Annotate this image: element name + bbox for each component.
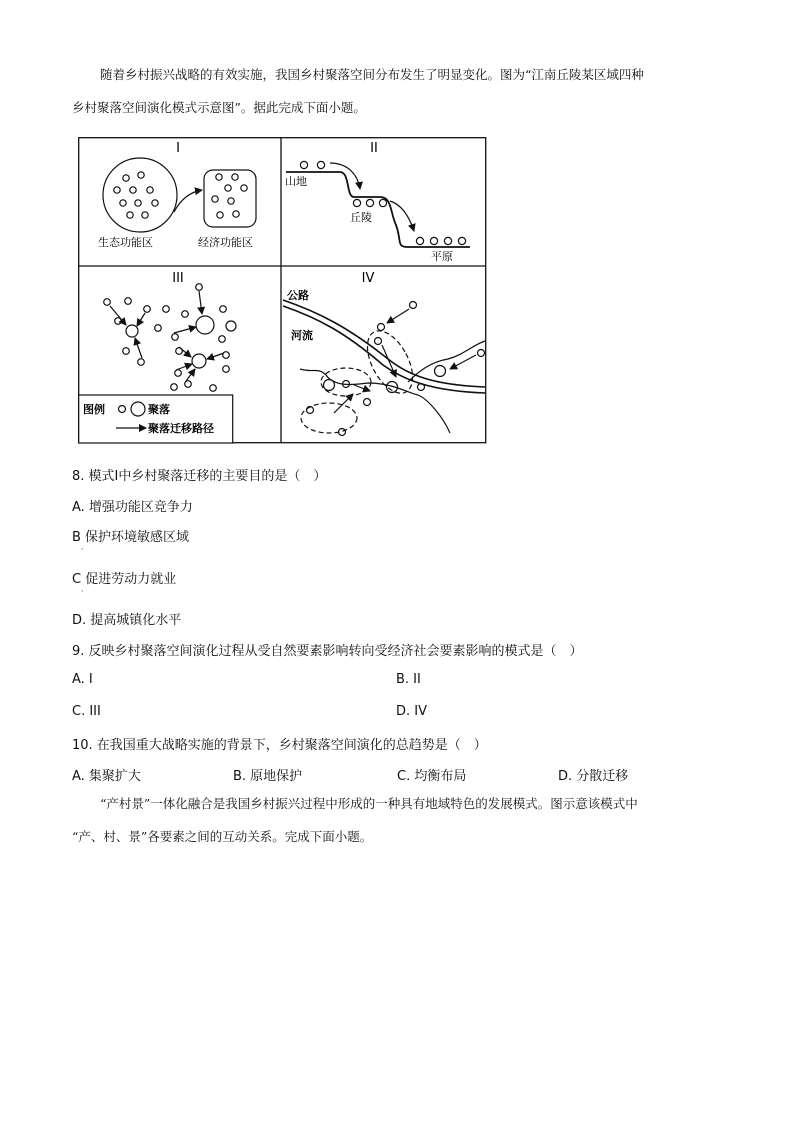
intro-paragraph-1 [72,58,722,124]
question-9-option-c: C. III [72,704,101,719]
question-8-option-a: A. 增强功能区竞争力 [72,500,193,515]
question-10-stem: 10. 在我国重大战略实施的背景下，乡村聚落空间演化的总趋势是（ ） [72,738,487,753]
panel-iii-numeral: III [172,271,184,286]
road-label: 公路 [287,289,309,302]
intro-1-line-1: 随着乡村振兴战略的有效实施，我国乡村聚落空间分布发生了明显变化。图为“江南丘陵某区域四种 [100,67,644,82]
question-8-option-c: C 促进劳动力就业 [72,572,177,587]
legend-title: 图例 [83,403,105,416]
river-label: 河流 [291,329,313,342]
legend [79,395,233,443]
question-9-stem: 9. 反映乡村聚落空间演化过程从受自然要素影响转向受经济社会要素影响的模式是（ ） [72,644,583,659]
panel-iv [283,271,485,436]
hill-label: 丘陵 [350,211,372,224]
intro-paragraph-2 [72,787,722,853]
panel-i [98,141,256,249]
question-9-option-d: D. IV [396,704,428,719]
stray-mark: · [81,545,84,554]
question-9-option-b: B. II [396,672,421,687]
question-10-option-c: C. 均衡布局 [397,769,467,784]
ecological-zone-label: 生态功能区 [98,236,153,249]
legend-migration-label: 聚落迁移路径 [148,422,214,435]
plain-label: 平原 [431,250,453,263]
settlement-evolution-figure [78,137,488,445]
question-9-option-a: A. I [72,672,93,687]
question-8-option-b: B 保护环境敏感区域 [72,530,190,545]
mountain-label: 山地 [285,175,307,188]
panel-ii-numeral: II [370,141,378,156]
question-10-option-a: A. 集聚扩大 [72,769,141,784]
intro-2-line-1: “产村景”一体化融合是我国乡村振兴过程中形成的一种具有地域特色的发展模式。图示意该模式中 [100,796,638,811]
panel-iii [104,271,236,391]
panel-ii [285,141,470,263]
question-10-option-d: D. 分散迁移 [558,769,629,784]
question-8-option-d: D. 提高城镇化水平 [72,613,182,628]
stray-mark: · [81,587,84,596]
legend-settlement-label: 聚落 [148,403,170,416]
panel-i-numeral: I [176,141,180,156]
panel-iv-numeral: IV [361,271,375,286]
question-10-option-b: B. 原地保护 [233,769,303,784]
intro-2-line-2: “产、村、景”各要素之间的互动关系。完成下面小题。 [72,829,373,844]
economic-zone-label: 经济功能区 [198,236,253,249]
question-8-stem: 8. 模式Ⅰ中乡村聚落迁移的主要目的是（ ） [72,469,327,484]
intro-1-line-2: 乡村聚落空间演化模式示意图”。据此完成下面小题。 [72,100,366,115]
